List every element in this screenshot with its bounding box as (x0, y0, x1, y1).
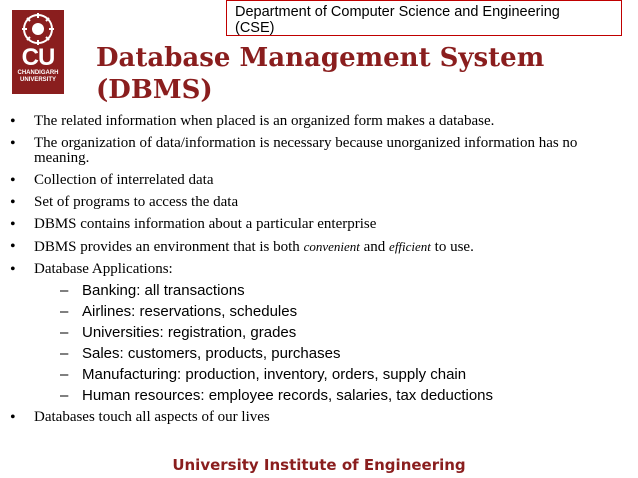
bullet-item (10, 217, 632, 232)
bullet-text: The organization of data/information is necessary because unorganized information has no meaning. (34, 135, 578, 166)
bullet-item (10, 195, 632, 210)
bullet-item (10, 239, 632, 255)
bullet-text (34, 239, 474, 255)
bullet-icon: • (10, 216, 16, 233)
dash-icon: – (60, 324, 69, 341)
footer-institute: University Institute of Engineering (172, 456, 466, 474)
application-item (60, 388, 632, 403)
slide-title: Database Management System (DBMS) (96, 43, 545, 105)
bullet-icon: • (10, 113, 16, 130)
bullet-text: Databases touch all aspects of our lives (34, 409, 270, 425)
bullet-item (10, 262, 632, 403)
bullet-text: Database Applications: (34, 261, 173, 277)
logo-monogram: CU (21, 44, 55, 71)
emblem-icon (21, 12, 55, 46)
application-text: Human resources: employee records, salaries, tax deductions (82, 387, 494, 404)
dash-icon: – (60, 303, 69, 320)
application-text: Universities: registration, grades (82, 324, 297, 341)
bullet-item (10, 136, 632, 166)
dash-icon: – (60, 387, 69, 404)
department-header: Department of Computer Science and Engineering (CSE) (226, 0, 622, 36)
emphasis-efficient: efficient (389, 239, 431, 254)
bullet-item (10, 173, 632, 188)
application-text: Manufacturing: production, inventory, orders, supply chain (82, 366, 467, 383)
bullet-text-part: and (359, 239, 390, 255)
application-item (60, 325, 632, 340)
bullet-icon: • (10, 194, 16, 211)
emphasis-convenient: convenient (303, 239, 360, 254)
dash-icon: – (60, 282, 69, 299)
bullet-icon: • (10, 261, 16, 278)
dash-icon: – (60, 345, 69, 362)
bullet-icon: • (10, 135, 16, 152)
dash-icon: – (60, 366, 69, 383)
university-logo (12, 10, 64, 94)
bullet-text-part: DBMS provides an environment that is both (34, 239, 304, 255)
bullet-item (10, 114, 632, 129)
application-item (60, 346, 632, 361)
application-item (60, 304, 632, 319)
bullet-text: DBMS contains information about a particular enterprise (34, 216, 377, 232)
applications-list (60, 283, 632, 403)
bullet-icon: • (10, 172, 16, 189)
logo-university-name: CHANDIGARH UNIVERSITY (17, 70, 59, 83)
bullet-icon: • (10, 238, 16, 255)
bullet-text-part: to use. (430, 239, 474, 255)
bullet-text: Set of programs to access the data (34, 194, 239, 210)
bullet-list (10, 114, 632, 432)
application-item (60, 367, 632, 382)
application-text: Airlines: reservations, schedules (82, 303, 298, 320)
bullet-text: The related information when placed is an organized form makes a database. (34, 113, 495, 129)
bullet-text: Collection of interrelated data (34, 172, 214, 188)
bullet-icon: • (10, 409, 16, 426)
bullet-item (10, 410, 632, 425)
application-item (60, 283, 632, 298)
application-text: Sales: customers, products, purchases (82, 345, 341, 362)
application-text: Banking: all transactions (82, 282, 245, 299)
